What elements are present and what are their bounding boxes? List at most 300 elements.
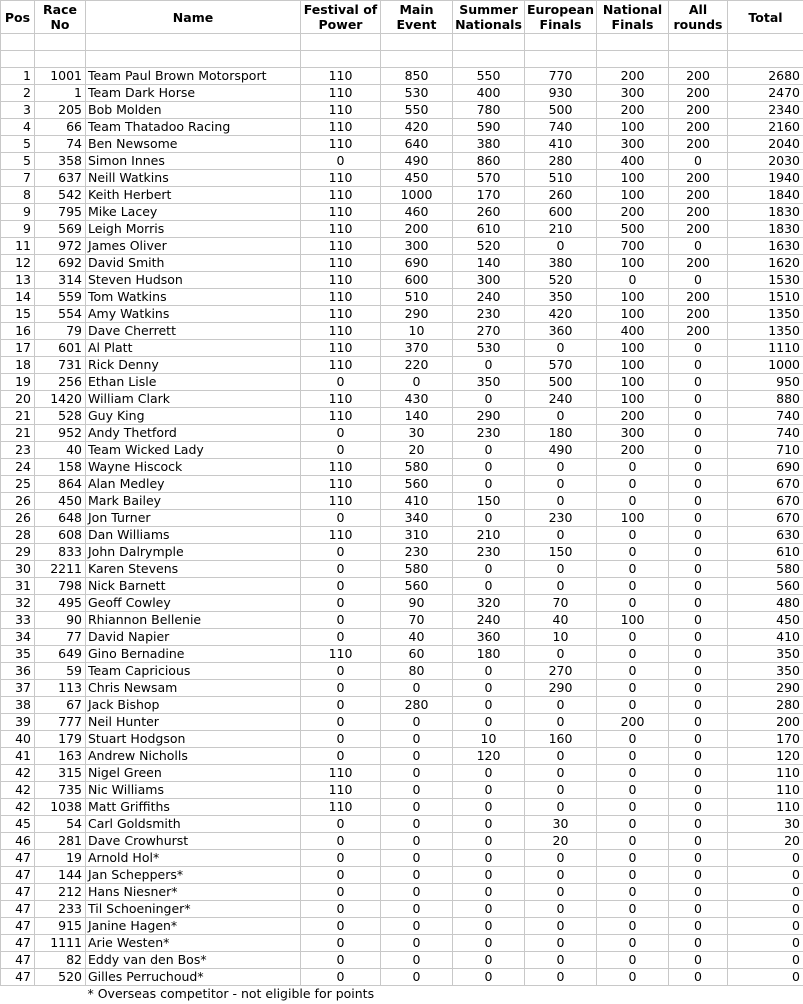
race-no-cell: 542 — [35, 187, 86, 204]
name-cell: Dave Crowhurst — [86, 833, 301, 850]
main-event-cell: 0 — [381, 816, 453, 833]
main-event-cell: 220 — [381, 357, 453, 374]
festival-cell: 0 — [301, 629, 381, 646]
name-cell: Jan Scheppers* — [86, 867, 301, 884]
pos-cell: 47 — [1, 935, 35, 952]
festival-cell: 110 — [301, 289, 381, 306]
festival-cell: 0 — [301, 748, 381, 765]
pos-cell: 39 — [1, 714, 35, 731]
race-no-cell: 601 — [35, 340, 86, 357]
main-event-cell: 490 — [381, 153, 453, 170]
european-cell: 0 — [525, 867, 597, 884]
table-row — [1, 136, 803, 153]
all-rounds-cell: 0 — [669, 442, 728, 459]
festival-cell: 0 — [301, 850, 381, 867]
main-event-cell: 600 — [381, 272, 453, 289]
national-cell: 300 — [597, 425, 669, 442]
european-cell: 0 — [525, 935, 597, 952]
main-event-cell: 0 — [381, 799, 453, 816]
european-cell: 30 — [525, 816, 597, 833]
race-no-cell: 67 — [35, 697, 86, 714]
name-cell: Eddy van den Bos* — [86, 952, 301, 969]
pos-cell: 25 — [1, 476, 35, 493]
race-no-cell: 315 — [35, 765, 86, 782]
summer-cell: 0 — [453, 884, 525, 901]
european-cell: 0 — [525, 765, 597, 782]
summer-cell: 0 — [453, 867, 525, 884]
total-cell: 200 — [728, 714, 803, 731]
total-cell: 0 — [728, 901, 803, 918]
main-event-cell: 300 — [381, 238, 453, 255]
festival-cell: 110 — [301, 170, 381, 187]
summer-cell: 240 — [453, 612, 525, 629]
all-rounds-cell: 0 — [669, 935, 728, 952]
name-cell: Leigh Morris — [86, 221, 301, 238]
all-rounds-cell: 0 — [669, 901, 728, 918]
table-row — [1, 170, 803, 187]
race-no-cell: 864 — [35, 476, 86, 493]
header-national-finals: National Finals — [597, 1, 669, 34]
all-rounds-cell: 0 — [669, 952, 728, 969]
name-cell: David Smith — [86, 255, 301, 272]
race-no-cell: 798 — [35, 578, 86, 595]
race-no-cell: 952 — [35, 425, 86, 442]
race-no-cell: 205 — [35, 102, 86, 119]
total-cell: 2040 — [728, 136, 803, 153]
national-cell: 100 — [597, 340, 669, 357]
main-event-cell: 580 — [381, 459, 453, 476]
summer-cell: 0 — [453, 476, 525, 493]
total-cell: 1350 — [728, 306, 803, 323]
main-event-cell: 0 — [381, 918, 453, 935]
name-cell: Mark Bailey — [86, 493, 301, 510]
festival-cell: 0 — [301, 816, 381, 833]
name-cell: Bob Molden — [86, 102, 301, 119]
blank-row — [1, 51, 803, 68]
all-rounds-cell: 0 — [669, 357, 728, 374]
festival-cell: 110 — [301, 204, 381, 221]
national-cell: 0 — [597, 476, 669, 493]
race-no-cell: 692 — [35, 255, 86, 272]
main-event-cell: 510 — [381, 289, 453, 306]
total-cell: 0 — [728, 867, 803, 884]
table-row — [1, 68, 803, 85]
total-cell: 20 — [728, 833, 803, 850]
header-european-finals: European Finals — [525, 1, 597, 34]
summer-cell: 610 — [453, 221, 525, 238]
table-row — [1, 425, 803, 442]
summer-cell: 230 — [453, 425, 525, 442]
header-name: Name — [86, 1, 301, 34]
name-cell: Carl Goldsmith — [86, 816, 301, 833]
pos-cell: 47 — [1, 901, 35, 918]
festival-cell: 110 — [301, 136, 381, 153]
national-cell: 0 — [597, 459, 669, 476]
summer-cell: 0 — [453, 510, 525, 527]
national-cell: 400 — [597, 323, 669, 340]
main-event-cell: 580 — [381, 561, 453, 578]
pos-cell: 31 — [1, 578, 35, 595]
all-rounds-cell: 0 — [669, 799, 728, 816]
festival-cell: 0 — [301, 918, 381, 935]
festival-cell: 110 — [301, 527, 381, 544]
main-event-cell: 1000 — [381, 187, 453, 204]
pos-cell: 4 — [1, 119, 35, 136]
all-rounds-cell: 0 — [669, 153, 728, 170]
all-rounds-cell: 0 — [669, 850, 728, 867]
festival-cell: 110 — [301, 476, 381, 493]
pos-cell: 40 — [1, 731, 35, 748]
national-cell: 0 — [597, 544, 669, 561]
table-row — [1, 765, 803, 782]
pos-cell: 19 — [1, 374, 35, 391]
summer-cell: 210 — [453, 527, 525, 544]
festival-cell: 0 — [301, 153, 381, 170]
total-cell: 610 — [728, 544, 803, 561]
european-cell: 0 — [525, 646, 597, 663]
european-cell: 0 — [525, 578, 597, 595]
all-rounds-cell: 0 — [669, 459, 728, 476]
table-row — [1, 476, 803, 493]
national-cell: 200 — [597, 714, 669, 731]
total-cell: 0 — [728, 952, 803, 969]
main-event-cell: 0 — [381, 748, 453, 765]
total-cell: 2470 — [728, 85, 803, 102]
european-cell: 0 — [525, 340, 597, 357]
name-cell: Keith Herbert — [86, 187, 301, 204]
european-cell: 20 — [525, 833, 597, 850]
festival-cell: 0 — [301, 731, 381, 748]
european-cell: 740 — [525, 119, 597, 136]
pos-cell: 30 — [1, 561, 35, 578]
all-rounds-cell: 200 — [669, 221, 728, 238]
festival-cell: 110 — [301, 782, 381, 799]
festival-cell: 0 — [301, 425, 381, 442]
all-rounds-cell: 0 — [669, 833, 728, 850]
race-no-cell: 569 — [35, 221, 86, 238]
total-cell: 30 — [728, 816, 803, 833]
race-no-cell: 40 — [35, 442, 86, 459]
name-cell: James Oliver — [86, 238, 301, 255]
total-cell: 480 — [728, 595, 803, 612]
european-cell: 0 — [525, 969, 597, 986]
festival-cell: 110 — [301, 272, 381, 289]
summer-cell: 0 — [453, 901, 525, 918]
main-event-cell: 310 — [381, 527, 453, 544]
table-row — [1, 306, 803, 323]
summer-cell: 0 — [453, 833, 525, 850]
national-cell: 0 — [597, 935, 669, 952]
main-event-cell: 850 — [381, 68, 453, 85]
race-no-cell: 795 — [35, 204, 86, 221]
total-cell: 350 — [728, 646, 803, 663]
total-cell: 0 — [728, 884, 803, 901]
race-no-cell: 66 — [35, 119, 86, 136]
main-event-cell: 230 — [381, 544, 453, 561]
main-event-cell: 0 — [381, 374, 453, 391]
name-cell: Steven Hudson — [86, 272, 301, 289]
total-cell: 1530 — [728, 272, 803, 289]
summer-cell: 300 — [453, 272, 525, 289]
european-cell: 240 — [525, 391, 597, 408]
european-cell: 150 — [525, 544, 597, 561]
pos-cell: 32 — [1, 595, 35, 612]
table-row — [1, 85, 803, 102]
european-cell: 0 — [525, 901, 597, 918]
summer-cell: 0 — [453, 442, 525, 459]
name-cell: Alan Medley — [86, 476, 301, 493]
main-event-cell: 40 — [381, 629, 453, 646]
national-cell: 700 — [597, 238, 669, 255]
blank-row — [1, 34, 803, 51]
pos-cell: 11 — [1, 238, 35, 255]
name-cell: Stuart Hodgson — [86, 731, 301, 748]
main-event-cell: 430 — [381, 391, 453, 408]
pos-cell: 5 — [1, 153, 35, 170]
all-rounds-cell: 0 — [669, 527, 728, 544]
name-cell: Arie Westen* — [86, 935, 301, 952]
festival-cell: 0 — [301, 867, 381, 884]
pos-cell: 26 — [1, 493, 35, 510]
total-cell: 2680 — [728, 68, 803, 85]
summer-cell: 0 — [453, 357, 525, 374]
race-no-cell: 1001 — [35, 68, 86, 85]
summer-cell: 0 — [453, 663, 525, 680]
festival-cell: 110 — [301, 323, 381, 340]
festival-cell: 110 — [301, 799, 381, 816]
european-cell: 350 — [525, 289, 597, 306]
summer-cell: 0 — [453, 765, 525, 782]
total-cell: 670 — [728, 493, 803, 510]
pos-cell: 26 — [1, 510, 35, 527]
all-rounds-cell: 0 — [669, 510, 728, 527]
national-cell: 0 — [597, 833, 669, 850]
all-rounds-cell: 0 — [669, 391, 728, 408]
european-cell: 280 — [525, 153, 597, 170]
summer-cell: 570 — [453, 170, 525, 187]
race-no-cell: 637 — [35, 170, 86, 187]
main-event-cell: 0 — [381, 782, 453, 799]
total-cell: 450 — [728, 612, 803, 629]
festival-cell: 0 — [301, 680, 381, 697]
total-cell: 1510 — [728, 289, 803, 306]
table-row — [1, 238, 803, 255]
name-cell: Rick Denny — [86, 357, 301, 374]
pos-cell: 36 — [1, 663, 35, 680]
national-cell: 200 — [597, 102, 669, 119]
summer-cell: 0 — [453, 799, 525, 816]
total-cell: 110 — [728, 765, 803, 782]
national-cell: 0 — [597, 629, 669, 646]
pos-cell: 37 — [1, 680, 35, 697]
european-cell: 0 — [525, 527, 597, 544]
race-no-cell: 735 — [35, 782, 86, 799]
table-row — [1, 867, 803, 884]
summer-cell: 550 — [453, 68, 525, 85]
footnote: * Overseas competitor - not eligible for points — [87, 986, 375, 1001]
table-row — [1, 884, 803, 901]
national-cell: 0 — [597, 918, 669, 935]
all-rounds-cell: 200 — [669, 306, 728, 323]
header-festival-of-power: Festival of Power — [301, 1, 381, 34]
all-rounds-cell: 0 — [669, 680, 728, 697]
summer-cell: 0 — [453, 850, 525, 867]
header-summer-nationals: Summer Nationals — [453, 1, 525, 34]
main-event-cell: 90 — [381, 595, 453, 612]
table-row — [1, 714, 803, 731]
race-no-cell: 1 — [35, 85, 86, 102]
race-no-cell: 281 — [35, 833, 86, 850]
summer-cell: 270 — [453, 323, 525, 340]
all-rounds-cell: 0 — [669, 867, 728, 884]
main-event-cell: 140 — [381, 408, 453, 425]
all-rounds-cell: 0 — [669, 918, 728, 935]
all-rounds-cell: 0 — [669, 408, 728, 425]
summer-cell: 150 — [453, 493, 525, 510]
name-cell: Amy Watkins — [86, 306, 301, 323]
festival-cell: 0 — [301, 578, 381, 595]
all-rounds-cell: 0 — [669, 765, 728, 782]
pos-cell: 42 — [1, 782, 35, 799]
national-cell: 100 — [597, 612, 669, 629]
main-event-cell: 340 — [381, 510, 453, 527]
national-cell: 200 — [597, 408, 669, 425]
name-cell: Team Wicked Lady — [86, 442, 301, 459]
festival-cell: 0 — [301, 714, 381, 731]
festival-cell: 110 — [301, 340, 381, 357]
race-no-cell: 54 — [35, 816, 86, 833]
main-event-cell: 60 — [381, 646, 453, 663]
all-rounds-cell: 0 — [669, 272, 728, 289]
table-row — [1, 680, 803, 697]
summer-cell: 0 — [453, 391, 525, 408]
main-event-cell: 0 — [381, 952, 453, 969]
all-rounds-cell: 0 — [669, 578, 728, 595]
european-cell: 160 — [525, 731, 597, 748]
summer-cell: 0 — [453, 969, 525, 986]
table-row — [1, 408, 803, 425]
national-cell: 0 — [597, 765, 669, 782]
european-cell: 0 — [525, 884, 597, 901]
race-no-cell: 256 — [35, 374, 86, 391]
national-cell: 200 — [597, 442, 669, 459]
pos-cell: 46 — [1, 833, 35, 850]
name-cell: Al Platt — [86, 340, 301, 357]
name-cell: Dave Cherrett — [86, 323, 301, 340]
national-cell: 0 — [597, 578, 669, 595]
european-cell: 520 — [525, 272, 597, 289]
name-cell: Nigel Green — [86, 765, 301, 782]
pos-cell: 2 — [1, 85, 35, 102]
name-cell: Tom Watkins — [86, 289, 301, 306]
summer-cell: 0 — [453, 680, 525, 697]
festival-cell: 110 — [301, 221, 381, 238]
total-cell: 290 — [728, 680, 803, 697]
national-cell: 0 — [597, 731, 669, 748]
summer-cell: 180 — [453, 646, 525, 663]
european-cell: 0 — [525, 850, 597, 867]
festival-cell: 0 — [301, 595, 381, 612]
total-cell: 110 — [728, 799, 803, 816]
pos-cell: 47 — [1, 918, 35, 935]
pos-cell: 28 — [1, 527, 35, 544]
european-cell: 500 — [525, 374, 597, 391]
total-cell: 2340 — [728, 102, 803, 119]
festival-cell: 110 — [301, 493, 381, 510]
table-row — [1, 187, 803, 204]
european-cell: 360 — [525, 323, 597, 340]
all-rounds-cell: 200 — [669, 170, 728, 187]
national-cell: 0 — [597, 663, 669, 680]
name-cell: Dan Williams — [86, 527, 301, 544]
all-rounds-cell: 0 — [669, 782, 728, 799]
national-cell: 0 — [597, 884, 669, 901]
national-cell: 0 — [597, 952, 669, 969]
name-cell: Guy King — [86, 408, 301, 425]
european-cell: 0 — [525, 408, 597, 425]
table-row — [1, 442, 803, 459]
pos-cell: 35 — [1, 646, 35, 663]
table-row — [1, 221, 803, 238]
header-main-event: Main Event — [381, 1, 453, 34]
national-cell: 200 — [597, 204, 669, 221]
total-cell: 0 — [728, 969, 803, 986]
festival-cell: 0 — [301, 833, 381, 850]
total-cell: 740 — [728, 408, 803, 425]
all-rounds-cell: 200 — [669, 289, 728, 306]
table-row — [1, 102, 803, 119]
table-row — [1, 799, 803, 816]
header-pos: Pos — [1, 1, 35, 34]
main-event-cell: 460 — [381, 204, 453, 221]
race-no-cell: 59 — [35, 663, 86, 680]
total-cell: 740 — [728, 425, 803, 442]
main-event-cell: 70 — [381, 612, 453, 629]
european-cell: 770 — [525, 68, 597, 85]
summer-cell: 0 — [453, 561, 525, 578]
all-rounds-cell: 0 — [669, 476, 728, 493]
name-cell: Team Dark Horse — [86, 85, 301, 102]
total-cell: 1620 — [728, 255, 803, 272]
all-rounds-cell: 200 — [669, 85, 728, 102]
all-rounds-cell: 0 — [669, 561, 728, 578]
header-race-no: Race No — [35, 1, 86, 34]
race-no-cell: 2211 — [35, 561, 86, 578]
pos-cell: 47 — [1, 850, 35, 867]
national-cell: 100 — [597, 170, 669, 187]
name-cell: John Dalrymple — [86, 544, 301, 561]
table-row — [1, 816, 803, 833]
total-cell: 880 — [728, 391, 803, 408]
summer-cell: 0 — [453, 918, 525, 935]
total-cell: 580 — [728, 561, 803, 578]
name-cell: William Clark — [86, 391, 301, 408]
all-rounds-cell: 0 — [669, 340, 728, 357]
summer-cell: 380 — [453, 136, 525, 153]
name-cell: Simon Innes — [86, 153, 301, 170]
national-cell: 0 — [597, 527, 669, 544]
table-row — [1, 833, 803, 850]
total-cell: 1940 — [728, 170, 803, 187]
race-no-cell: 90 — [35, 612, 86, 629]
total-cell: 1350 — [728, 323, 803, 340]
table-row — [1, 969, 803, 986]
table-row — [1, 357, 803, 374]
table-row — [1, 459, 803, 476]
name-cell: Gino Bernadine — [86, 646, 301, 663]
summer-cell: 0 — [453, 714, 525, 731]
pos-cell: 3 — [1, 102, 35, 119]
